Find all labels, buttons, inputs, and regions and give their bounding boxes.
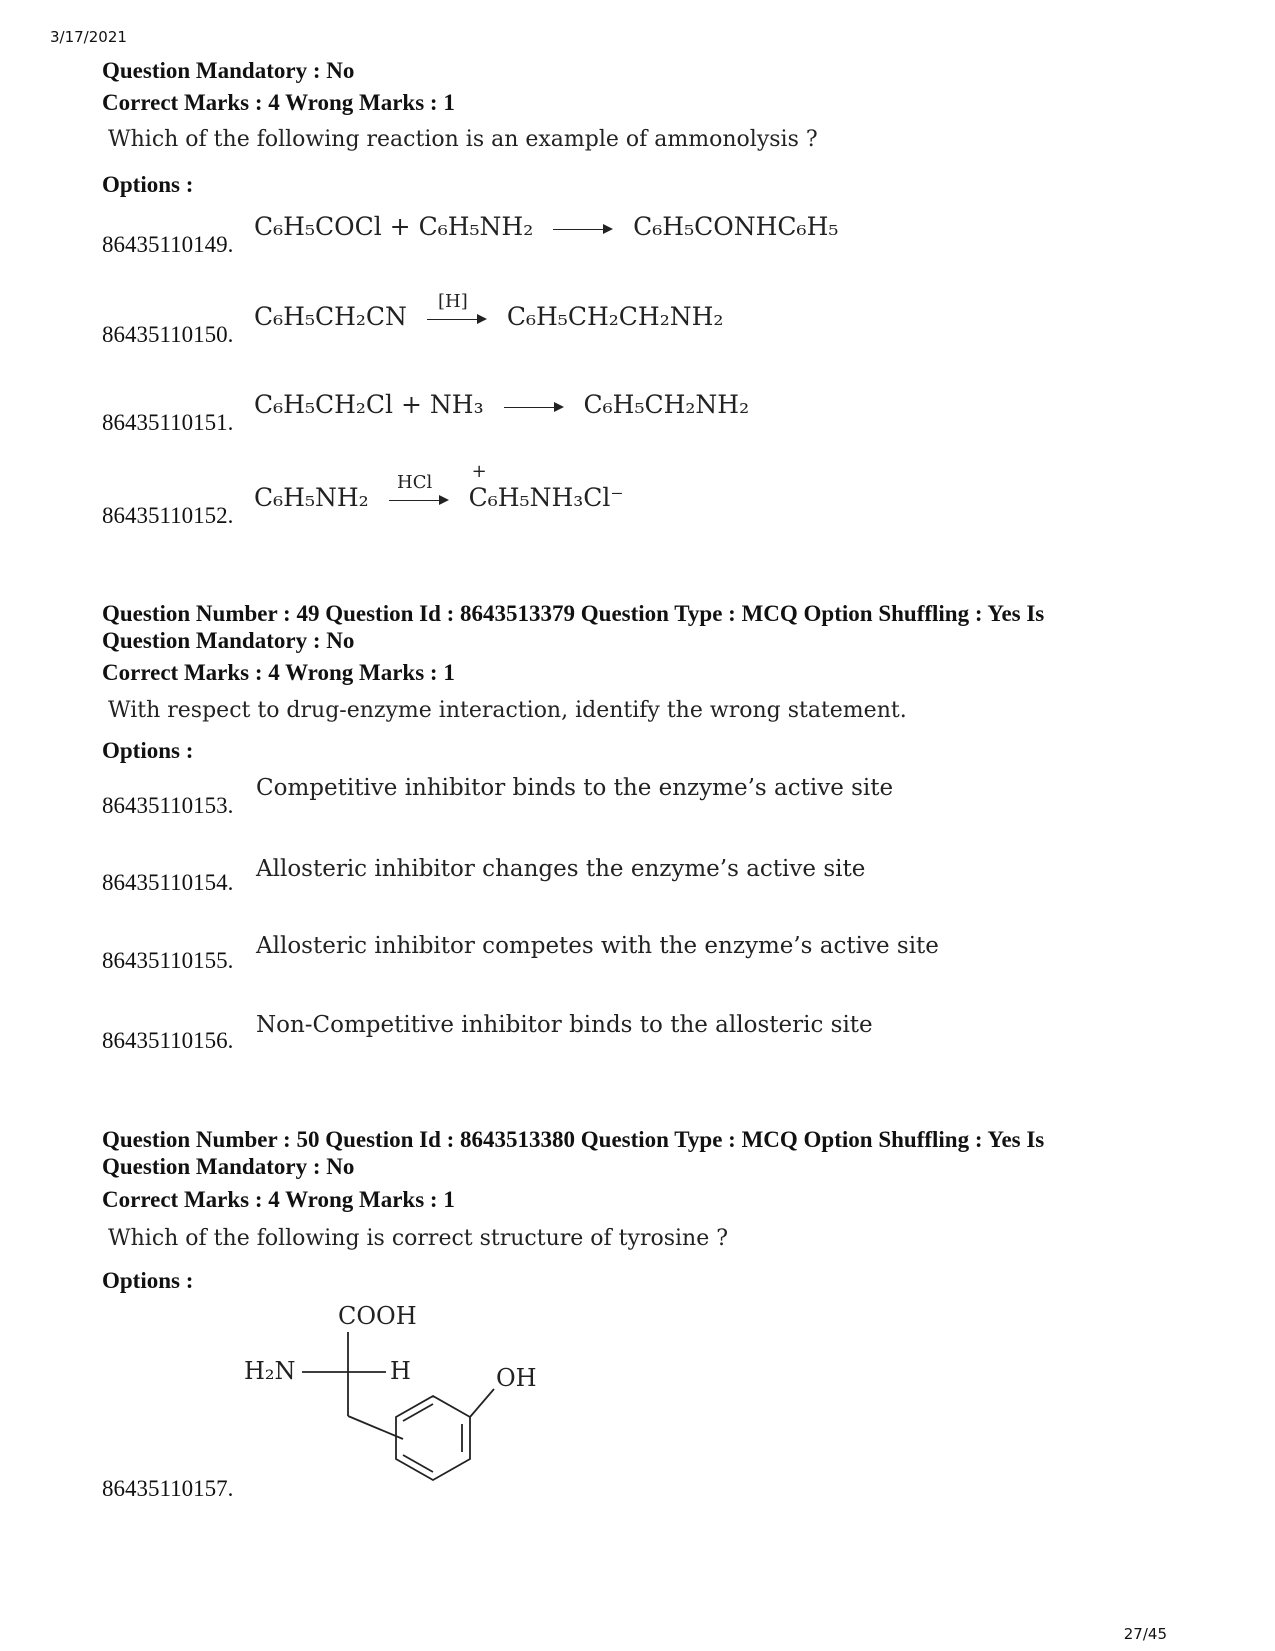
option-id: 86435110156. [102, 1028, 234, 1053]
reaction-arrow-icon [389, 471, 449, 510]
q48-options-label: Options : [102, 172, 194, 197]
product-with-charge [468, 461, 624, 512]
reaction-arrow-icon [553, 219, 613, 239]
option-id: 86435110149. [102, 232, 234, 257]
reactant: C₆H₅CH₂Cl + NH₃ [254, 390, 484, 419]
reaction-equation [254, 290, 724, 331]
q49-mandatory: Question Mandatory : No [102, 628, 355, 653]
option-id: 86435110153. [102, 793, 234, 818]
h-label: H [390, 1357, 411, 1385]
q50-header: Question Number : 50 Question Id : 8643513380 Question Type : MCQ Option Shuffling : Yes Is [102, 1127, 1045, 1152]
ch2-bond [348, 1416, 403, 1439]
option-text: Competitive inhibitor binds to the enzyme’s active site [256, 775, 894, 801]
h2n-label: H₂N [244, 1357, 296, 1385]
option-id: 86435110155. [102, 948, 234, 973]
option-id: 86435110154. [102, 870, 234, 895]
reagent-label: [H] [438, 290, 468, 312]
reagent-label: HCl [397, 471, 433, 493]
reaction-equation [254, 390, 749, 419]
benzene-ring [396, 1396, 470, 1480]
reactant: C₆H₅CH₂CN [254, 302, 407, 331]
q50-mandatory: Question Mandatory : No [102, 1154, 355, 1179]
aromatic-bond [403, 1404, 433, 1421]
chemical-structure-image [240, 1296, 580, 1516]
structure-bonds [302, 1332, 494, 1480]
positive-charge: + [471, 461, 487, 482]
q50-question-text: Which of the following is correct structure of tyrosine ? [108, 1226, 729, 1251]
q48-mandatory: Question Mandatory : No [102, 58, 355, 83]
q50-options-label: Options : [102, 1268, 194, 1293]
reaction-arrow-icon [427, 290, 487, 329]
product: C₆H₅CH₂CH₂NH₂ [506, 302, 724, 331]
option-id: 86435110152. [102, 503, 234, 528]
print-date: 3/17/2021 [50, 28, 127, 46]
option-id: 86435110151. [102, 410, 234, 435]
q49-header: Question Number : 49 Question Id : 8643513379 Question Type : MCQ Option Shuffling : Yes Is [102, 601, 1045, 626]
reaction-equation [254, 212, 838, 241]
reaction-arrow-icon [504, 397, 564, 417]
reactant: C₆H₅NH₂ [254, 483, 369, 512]
option-text: Allosteric inhibitor changes the enzyme’s active site [256, 856, 866, 882]
option-text: Non-Competitive inhibitor binds to the allosteric site [256, 1012, 873, 1038]
q49-options-label: Options : [102, 738, 194, 763]
product: C₆H₅CH₂NH₂ [583, 390, 750, 419]
oh-bond [470, 1389, 494, 1417]
product: C₆H₅NH₃Cl⁻ [468, 483, 624, 512]
q48-marks: Correct Marks : 4 Wrong Marks : 1 [102, 90, 455, 115]
reaction-equation [254, 461, 624, 512]
option-text: Allosteric inhibitor competes with the enzyme’s active site [256, 933, 939, 959]
oh-label: OH [496, 1364, 537, 1392]
product: C₆H₅CONHC₆H₅ [633, 212, 839, 241]
reactant: C₆H₅COCl + C₆H₅NH₂ [254, 212, 534, 241]
aromatic-bond [403, 1455, 433, 1472]
option-id: 86435110157. [102, 1476, 234, 1501]
q50-marks: Correct Marks : 4 Wrong Marks : 1 [102, 1187, 455, 1212]
q49-marks: Correct Marks : 4 Wrong Marks : 1 [102, 660, 455, 685]
page-number: 27/45 [1123, 1625, 1167, 1643]
q49-question-text: With respect to drug-enzyme interaction, identify the wrong statement. [108, 698, 907, 723]
q48-question-text: Which of the following reaction is an example of ammonolysis ? [108, 127, 818, 152]
cooh-label: COOH [338, 1302, 417, 1330]
option-id: 86435110150. [102, 322, 234, 347]
